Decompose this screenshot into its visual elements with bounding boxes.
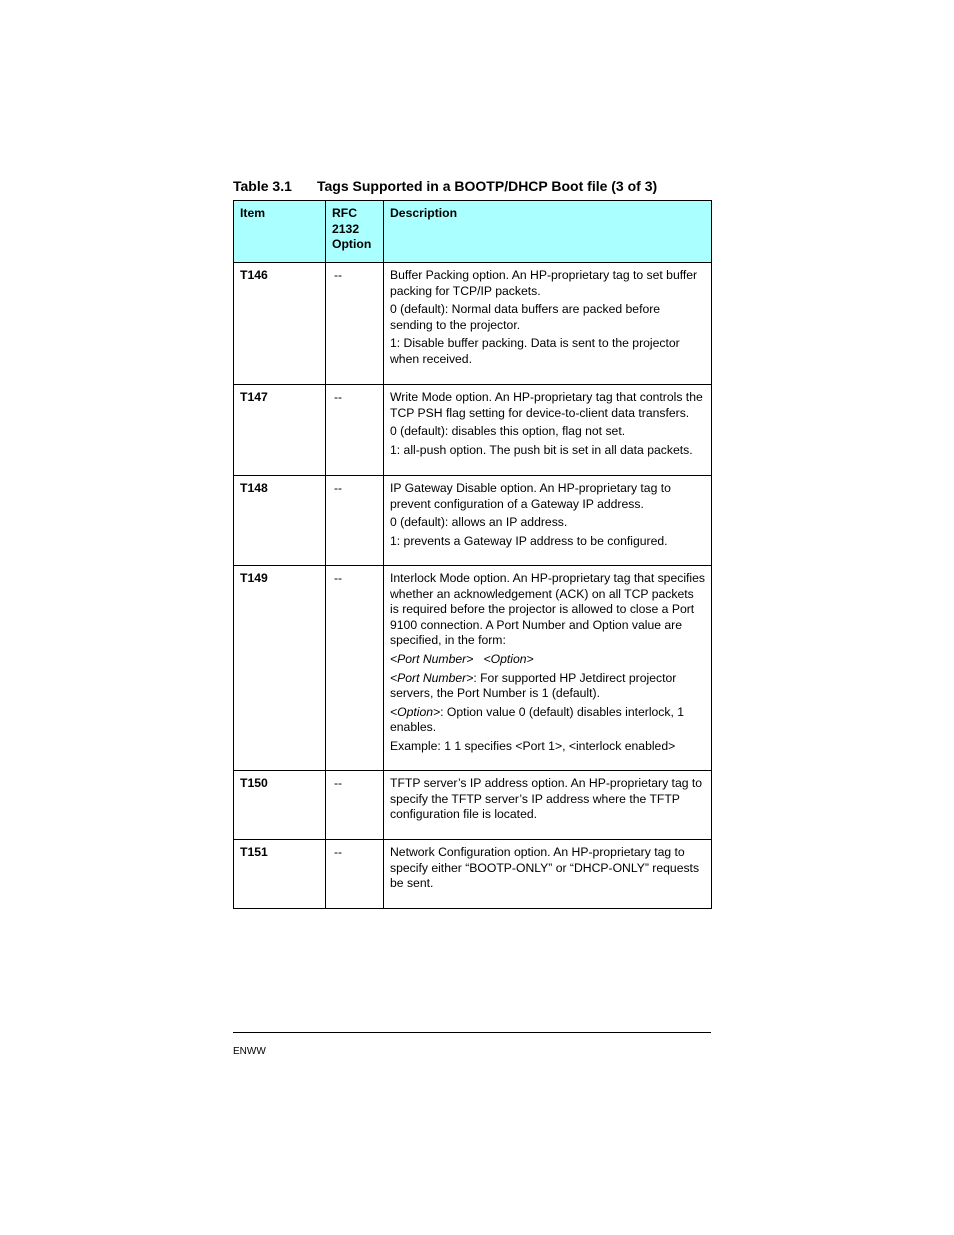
description-paragraph: 0 (default): Normal data buffers are packed before sending to the projector.: [390, 302, 661, 332]
description-paragraph: TFTP server’s IP address option. An HP-proprietary tag to specify the TFTP server’s IP address where the TFTP configuration file is located.: [390, 776, 703, 822]
port-number-term: <Port Number>: [390, 651, 474, 666]
description-paragraph: 1: prevents a Gateway IP address to be configured.: [390, 533, 668, 548]
description-paragraph: Write Mode option. An HP-proprietary tag that controls the TCP PSH flag setting for device-to-client data transfers.: [390, 390, 703, 420]
rfc-cell: --: [326, 771, 384, 840]
description-cell: [384, 263, 712, 385]
table-title: Tags Supported in a BOOTP/DHCP Boot file (3 of 3): [317, 178, 658, 194]
header-description: Description: [384, 201, 712, 263]
header-rfc-line: 2132: [332, 221, 360, 236]
table-row: [234, 771, 712, 840]
table-row: [234, 263, 712, 385]
example-paragraph: Example: 1 1 specifies <Port 1>, <interlock enabled>: [390, 738, 676, 753]
table-row: [234, 840, 712, 909]
header-item: Item: [234, 201, 326, 263]
item-cell: T148: [234, 476, 326, 566]
item-cell: T151: [234, 840, 326, 909]
description-paragraph: [390, 671, 705, 702]
footer-divider: [233, 1032, 711, 1033]
description-paragraph: IP Gateway Disable option. An HP-proprietary tag to prevent configuration of a Gateway IP address.: [390, 481, 671, 511]
table-row: [234, 385, 712, 476]
description-paragraph: 0 (default): disables this option, flag not set.: [390, 424, 626, 439]
option-term: <Option>: [483, 651, 534, 666]
rfc-cell: --: [326, 840, 384, 909]
table-row: [234, 566, 712, 771]
option-term: <Option>: [390, 704, 441, 719]
item-cell: T146: [234, 263, 326, 385]
item-cell: T147: [234, 385, 326, 476]
description-paragraph: 1: all-push option. The push bit is set in all data packets.: [390, 442, 693, 457]
description-cell: [384, 771, 712, 840]
description-paragraph: [390, 705, 705, 736]
header-rfc-line: Option: [332, 237, 372, 252]
description-paragraph: Interlock Mode option. An HP-proprietary tag that specifies whether an acknowledgement (ACK) on all TCP packets is required before the projector is allowed to close a Port 9100 connection. A Port Number and Option value are specified, in the form:: [390, 571, 706, 648]
table-number: Table 3.1: [233, 178, 292, 194]
description-cell: [384, 385, 712, 476]
tags-table: [233, 200, 712, 909]
description-paragraph: 0 (default): allows an IP address.: [390, 515, 568, 530]
header-rfc-line: RFC: [332, 206, 358, 220]
description-cell: [384, 566, 712, 771]
description-paragraph: 1: Disable buffer packing. Data is sent to the projector when received.: [390, 336, 680, 366]
description-paragraph: Network Configuration option. An HP-proprietary tag to specify either “BOOTP-ONLY” or “DHCP-ONLY” requests be sent.: [390, 845, 700, 891]
description-paragraph: Buffer Packing option. An HP-proprietary tag to set buffer packing for TCP/IP packets.: [390, 268, 698, 298]
rfc-cell: --: [326, 385, 384, 476]
rfc-cell: --: [326, 263, 384, 385]
syntax-paragraph: [390, 652, 705, 668]
description-cell: [384, 840, 712, 909]
item-cell: T150: [234, 771, 326, 840]
footer-label: ENWW: [233, 1046, 266, 1057]
description-cell: [384, 476, 712, 566]
port-number-term: <Port Number>: [390, 670, 474, 685]
rfc-cell: --: [326, 566, 384, 771]
header-rfc: [326, 201, 384, 263]
port-number-explanation: : For supported HP Jetdirect projector servers, the Port Number is 1 (default).: [390, 670, 677, 701]
item-cell: T149: [234, 566, 326, 771]
table-row: [234, 476, 712, 566]
table-caption: [233, 178, 657, 194]
rfc-cell: --: [326, 476, 384, 566]
table-header-row: [234, 201, 712, 263]
option-explanation: : Option value 0 (default) disables interlock, 1 enables.: [390, 704, 685, 735]
